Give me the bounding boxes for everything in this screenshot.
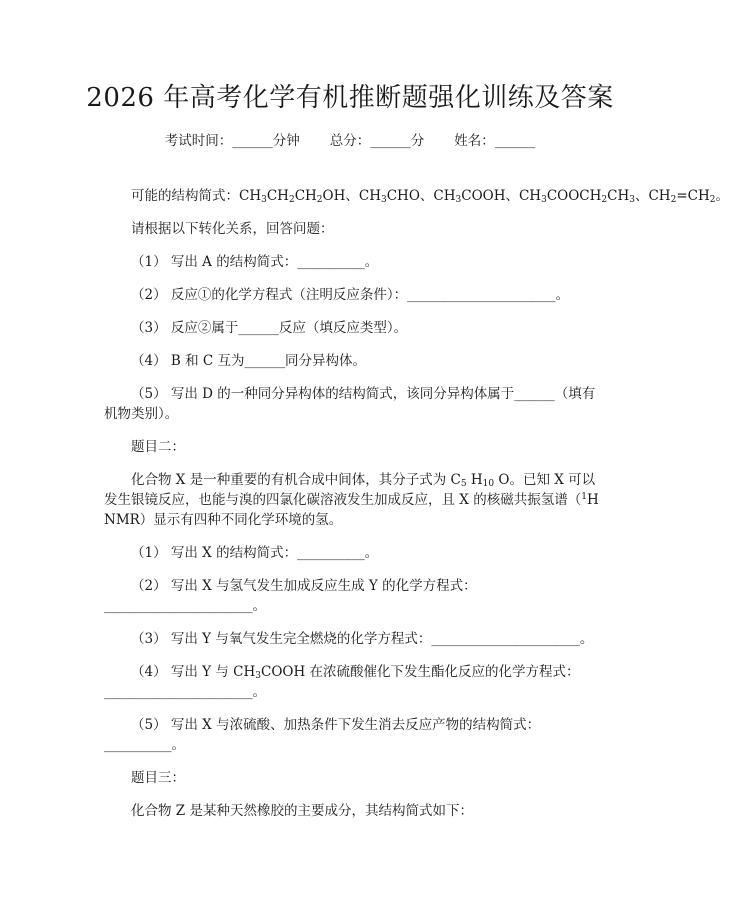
section-2-paragraph-line-2: 发生银镜反应，也能与溴的四氯化碳溶液发生加成反应，且 X 的核磁共振氢谱（$^1$H (104, 492, 599, 508)
page-title: 2026 年高考化学有机推断题强化训练及答案 (86, 83, 614, 113)
question-1-5: （5） 写出 D 的一种同分异构体的结构简式，该同分异构体属于______（填有 (131, 386, 596, 402)
question-2-2-blank: ______________________。 (104, 598, 266, 614)
section-3-heading: 题目三： (131, 770, 185, 786)
question-2-2: （2） 写出 X 与氢气发生加成反应生成 Y 的化学方程式： (131, 578, 477, 594)
question-2-5-blank: __________。 (104, 737, 185, 753)
total-score-label: 总分：______分 (329, 133, 425, 149)
question-1-3: （3） 反应②属于______反应（填反应类型）。 (131, 320, 408, 336)
question-1-5-cont: 机物类别）。 (104, 406, 179, 422)
question-2-3: （3） 写出 Y 与氧气发生完全燃烧的化学方程式：______________________。 (131, 631, 594, 647)
exam-time-label: 考试时间：______分钟 (164, 133, 300, 149)
intro-text: 请根据以下转化关系，回答问题： (131, 221, 334, 237)
question-2-4: （4） 写出 Y 与 $CH_3COOH$ 在浓硫酸催化下发生酯化反应的化学方程式： (131, 664, 580, 681)
exam-meta (0, 131, 700, 151)
question-2-5: （5） 写出 X 与浓硫酸、加热条件下发生消去反应产物的结构简式： (131, 717, 541, 733)
question-2-4-blank: ______________________。 (104, 684, 266, 700)
section-3-paragraph: 化合物 Z 是某种天然橡胶的主要成分，其结构简式如下： (131, 803, 473, 819)
section-2-paragraph-line-3: NMR）显示有四种不同化学环境的氢。 (104, 512, 343, 528)
section-2-heading: 题目二： (131, 439, 185, 455)
student-name-label: 姓名：______ (454, 133, 536, 149)
question-2-1: （1） 写出 X 的结构简式：__________。 (131, 545, 379, 561)
structures-line: 可能的结构简式：$CH_3CH_2CH_2OH$、$CH_3CHO$、$CH_3COOH$、$CH_3COOCH_2CH_3$、$CH_2=CH_2$。 (131, 188, 729, 205)
question-1-2: （2） 反应①的化学方程式（注明反应条件）：______________________。 (131, 287, 570, 303)
document-body (104, 186, 729, 821)
question-1-4: （4） B 和 C 互为______同分异构体。 (131, 353, 367, 369)
section-2-paragraph: 化合物 X 是一种重要的有机合成中间体，其分子式为 $C_5$ $H_{10}$ O。已知 X 可以 (131, 472, 596, 489)
question-1-1: （1） 写出 A 的结构简式：__________。 (131, 254, 379, 270)
